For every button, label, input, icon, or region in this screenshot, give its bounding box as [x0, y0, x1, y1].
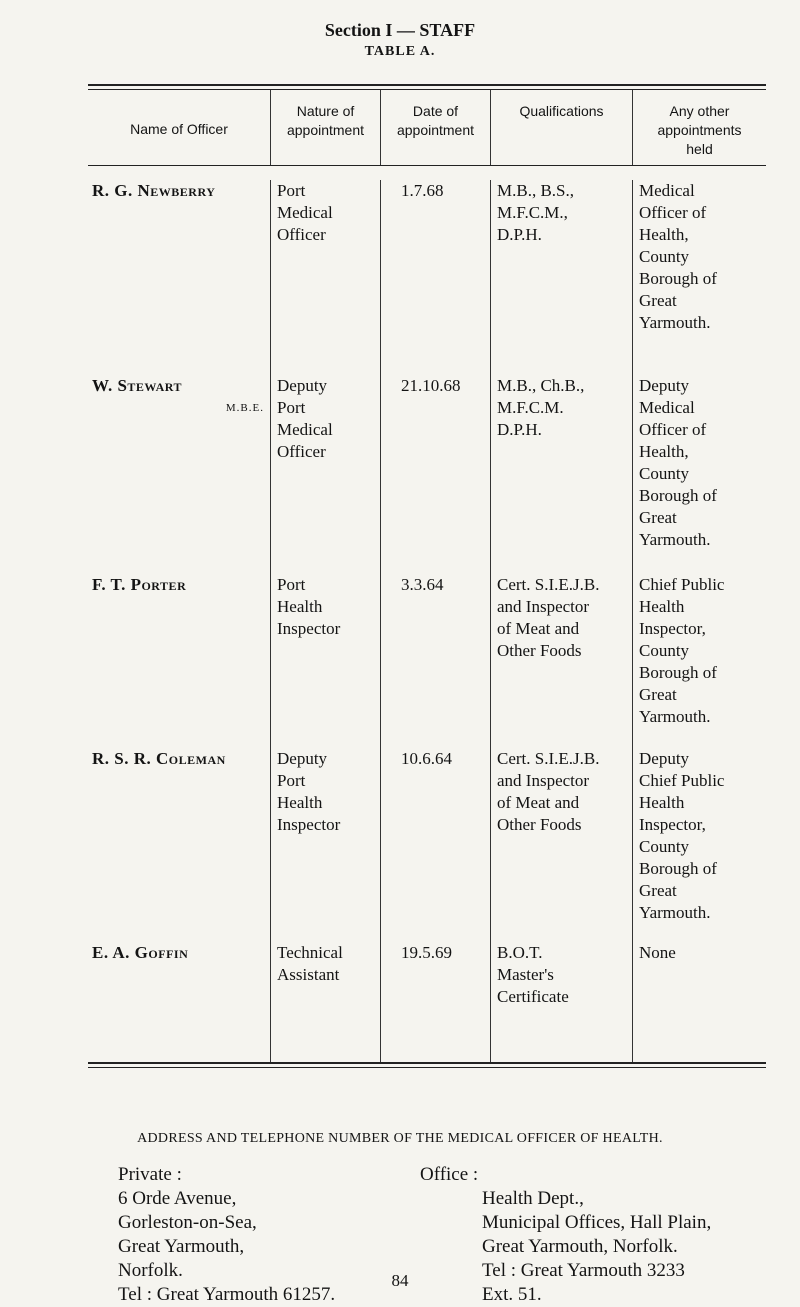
table-row — [88, 166, 766, 375]
other-appointments: Deputy Chief Public Health Inspector, County Borough of Great Yarmouth. — [632, 748, 766, 942]
appointment-date: 19.5.69 — [380, 942, 490, 1062]
column-header-nature: Nature of appointment — [270, 90, 380, 165]
table-header — [88, 90, 766, 165]
table-row — [88, 375, 766, 574]
column-header-name: Name of Officer — [130, 121, 228, 137]
address-heading: ADDRESS AND TELEPHONE NUMBER OF THE MEDICAL OFFICER OF HEALTH. — [137, 1131, 663, 1146]
page-number: 84 — [391, 1271, 409, 1290]
other-appointments: Medical Officer of Health, County Borough of Great Yarmouth. — [632, 180, 766, 375]
appointment-date: 10.6.64 — [380, 748, 490, 942]
appointment-nature: Technical Assistant — [270, 942, 380, 1062]
column-header-other-appointments: Any other appointments held — [632, 90, 766, 165]
appointment-nature: Deputy Port Health Inspector — [270, 748, 380, 942]
appointment-date: 1.7.68 — [380, 180, 490, 375]
qualifications: M.B., B.S., M.F.C.M., D.P.H. — [490, 180, 632, 375]
section-title: Section I — STAFF — [324, 20, 476, 40]
other-appointments: Deputy Medical Officer of Health, County Borough of Great Yarmouth. — [632, 375, 766, 574]
appointment-date: 3.3.64 — [380, 574, 490, 748]
qualifications: Cert. S.I.E.J.B. and Inspector of Meat and Other Foods — [490, 574, 632, 748]
table-row — [88, 748, 766, 942]
officer-name-cell — [88, 748, 270, 942]
officer-name: R. S. R. Coleman — [92, 749, 226, 768]
table-bottom-rule — [88, 1062, 766, 1068]
column-header-qualifications: Qualifications — [490, 90, 632, 165]
other-appointments: None — [632, 942, 766, 1062]
appointment-nature: Port Health Inspector — [270, 574, 380, 748]
appointment-date: 21.10.68 — [380, 375, 490, 574]
officer-name-cell — [88, 180, 270, 375]
table-title: TABLE A. — [364, 44, 436, 59]
office-label: Office : — [420, 1164, 479, 1185]
table-row — [88, 574, 766, 748]
private-address: Private : 6 Orde Avenue, Gorleston-on-Sea, Great Yarmouth, Norfolk. Tel : Great Yarmouth 61257. — [118, 1164, 336, 1305]
appointment-nature: Deputy Port Medical Officer — [270, 375, 380, 574]
officer-name: W. Stewart — [92, 376, 182, 395]
officer-name-cell — [88, 574, 270, 748]
office-address: Health Dept., Municipal Offices, Hall Plain, Great Yarmouth, Norfolk. Tel : Great Yarmouth 3233 Ext. 51. — [482, 1188, 712, 1305]
officer-name: F. T. Porter — [92, 575, 187, 594]
qualifications: M.B., Ch.B., M.F.C.M. D.P.H. — [490, 375, 632, 574]
officer-name: E. A. Goffin — [92, 943, 189, 962]
qualifications: Cert. S.I.E.J.B. and Inspector of Meat and Other Foods — [490, 748, 632, 942]
officer-honour: M.B.E. — [225, 402, 264, 414]
column-header-date: Date of appointment — [380, 90, 490, 165]
officer-name-cell — [88, 375, 270, 574]
officer-name: R. G. Newberry — [92, 181, 216, 200]
table-row — [88, 942, 766, 1062]
officer-name-cell — [88, 942, 270, 1062]
appointment-nature: Port Medical Officer — [270, 180, 380, 375]
qualifications: B.O.T. Master's Certificate — [490, 942, 632, 1062]
other-appointments: Chief Public Health Inspector, County Borough of Great Yarmouth. — [632, 574, 766, 748]
staff-table — [88, 84, 766, 1068]
